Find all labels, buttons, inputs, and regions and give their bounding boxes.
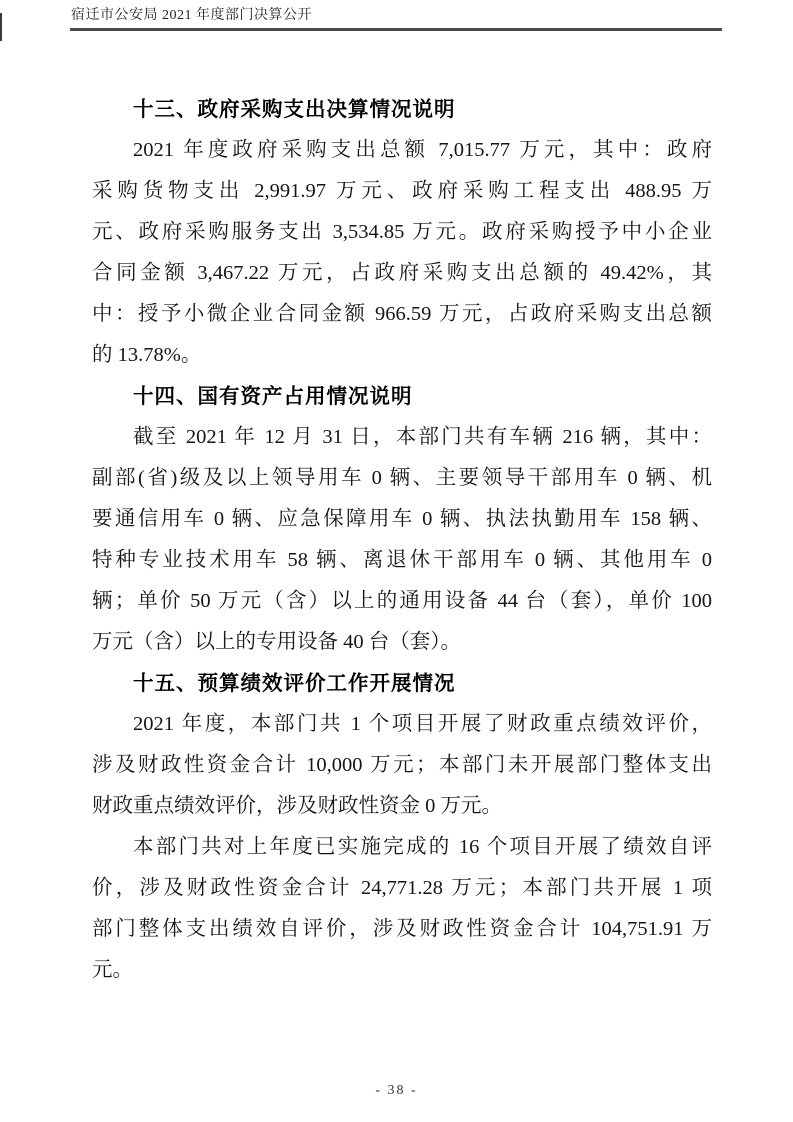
paragraph-line: 万元（含）以上的专用设备 40 台（套）。 — [92, 631, 461, 653]
paragraph-line: 的 13.78%。 — [92, 344, 202, 366]
paragraph-line: 本部门共对上年度已实施完成的 16 个项目开展了绩效自评 — [133, 836, 712, 858]
paragraph-line: 合同金额 3,467.22 万元，占政府采购支出总额的 49.42%，其 — [92, 262, 712, 284]
paragraph-line: 副部(省)级及以上领导用车 0 辆、主要领导干部用车 0 辆、机 — [92, 467, 712, 489]
paragraph-line: 2021 年度，本部门共 1 个项目开展了财政重点绩效评价， — [133, 713, 712, 735]
paragraph-line: 价，涉及财政性资金合计 24,771.28 万元；本部门共开展 1 项 — [92, 877, 712, 899]
paragraph-line: 要通信用车 0 辆、应急保障用车 0 辆、执法执勤用车 158 辆、 — [92, 508, 712, 530]
scan-edge-artifact — [0, 13, 2, 41]
paragraph-line: 采购货物支出 2,991.97 万元、政府采购工程支出 488.95 万 — [92, 180, 712, 202]
paragraph-line: 截至 2021 年 12 月 31 日，本部门共有车辆 216 辆，其中： — [133, 426, 712, 448]
paragraph-line: 2021 年度政府采购支出总额 7,015.77 万元，其中：政府 — [133, 139, 712, 161]
paragraph-line: 涉及财政性资金合计 10,000 万元；本部门未开展部门整体支出 — [92, 754, 712, 776]
paragraph-line: 元。 — [92, 959, 133, 981]
section-heading-1: 十三、政府采购支出决算情况说明 — [133, 98, 456, 121]
paragraph-line: 财政重点绩效评价，涉及财政性资金 0 万元。 — [92, 795, 502, 817]
paragraph-line: 中：授予小微企业合同金额 966.59 万元，占政府采购支出总额 — [92, 303, 712, 325]
paragraph-line: 元、政府采购服务支出 3,534.85 万元。政府采购授予中小企业 — [92, 221, 712, 243]
section-heading-2: 十四、国有资产占用情况说明 — [133, 385, 413, 408]
paragraph-line: 特种专业技术用车 58 辆、离退休干部用车 0 辆、其他用车 0 — [92, 549, 712, 571]
header-divider-rule — [70, 28, 722, 31]
document-body — [92, 89, 712, 991]
page-number: - 38 - — [375, 1083, 418, 1098]
paragraph-line: 部门整体支出绩效自评价，涉及财政性资金合计 104,751.91 万 — [92, 918, 712, 940]
paragraph-line: 辆；单价 50 万元（含）以上的通用设备 44 台（套），单价 100 — [92, 590, 712, 612]
page-header-title: 宿迁市公安局 2021 年度部门决算公开 — [71, 8, 312, 23]
section-heading-3: 十五、预算绩效评价工作开展情况 — [133, 672, 456, 695]
